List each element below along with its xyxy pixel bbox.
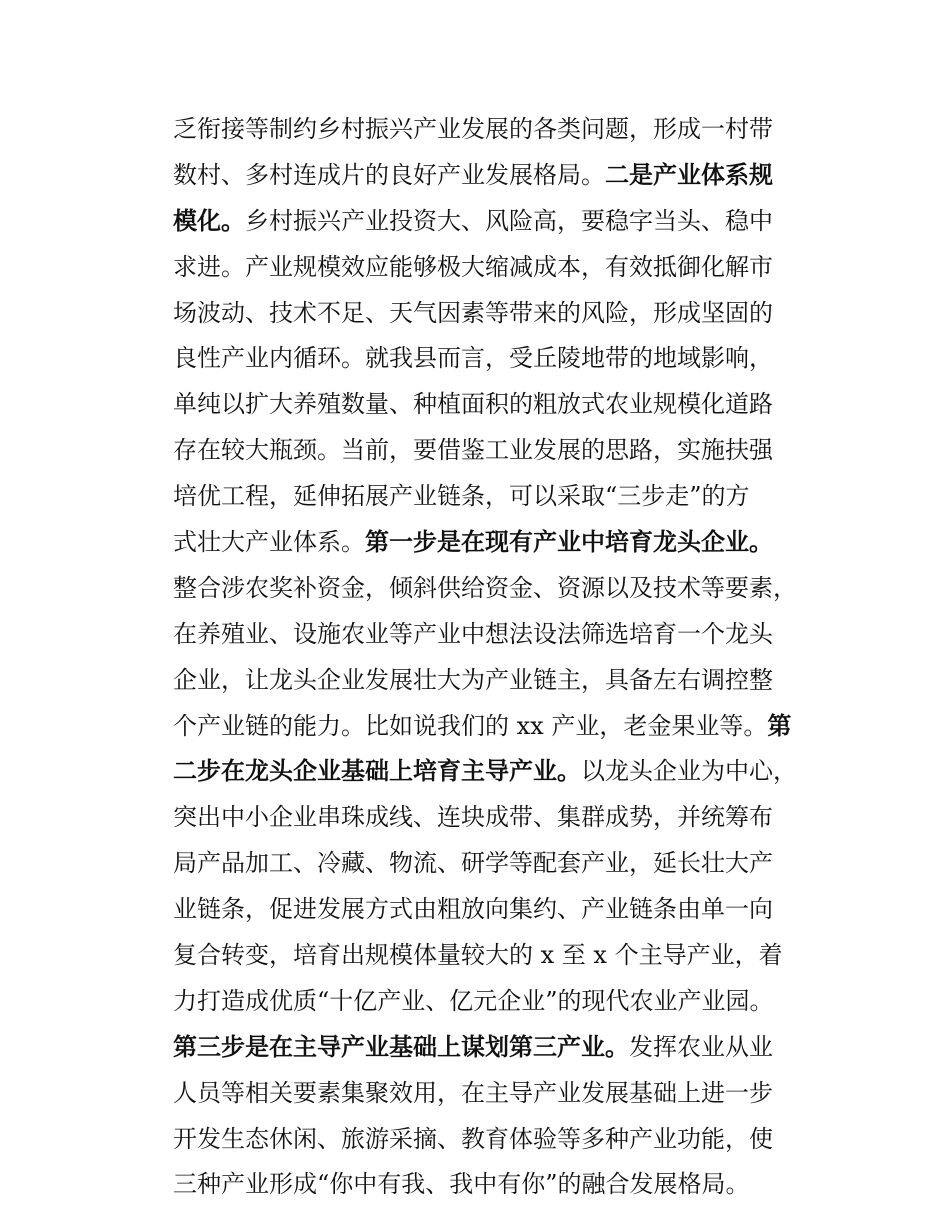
paragraph-text: 局产品加工、冷藏、物流、研学等配套产业，延长壮大产 bbox=[173, 849, 773, 878]
paragraph-text: 乏衔接等制约乡村振兴产业发展的各类问题，形成一村带 bbox=[173, 115, 773, 143]
bold-heading-text: 二步在龙头企业基础上培育主导产业。 bbox=[173, 757, 581, 786]
text-line bbox=[173, 612, 813, 658]
text-line bbox=[173, 1025, 813, 1071]
text-line bbox=[173, 199, 813, 245]
bold-heading-text: 第一步是在现有产业中培育龙头企业。 bbox=[365, 528, 773, 557]
body-text bbox=[173, 107, 813, 1208]
paragraph-text: 数村、多村连成片的良好产业发展格局。 bbox=[173, 160, 605, 189]
text-line bbox=[173, 520, 813, 566]
bold-heading-text: 第三步是在主导产业基础上谋划第三产业。 bbox=[173, 1032, 629, 1061]
paragraph-text: 良性产业内循环。就我县而言，受丘陵地带的地域影响， bbox=[173, 344, 773, 373]
text-line bbox=[173, 795, 813, 841]
paragraph-text: 整合涉农奖补资金，倾斜供给资金、资源以及技术等要素， bbox=[173, 573, 797, 602]
text-line bbox=[173, 704, 813, 750]
text-line bbox=[173, 153, 813, 199]
text-line bbox=[173, 749, 813, 795]
paragraph-text: 开发生态休闲、旅游采摘、教育体验等多种产业功能，使 bbox=[173, 1124, 773, 1153]
paragraph-text: 三种产业形成“你中有我、我中有你”的融合发展格局。 bbox=[173, 1170, 750, 1199]
paragraph-text: 培优工程，延伸拓展产业链条，可以采取“三步走”的方 bbox=[173, 482, 750, 511]
text-line bbox=[173, 428, 813, 474]
paragraph-text: 式壮大产业体系。 bbox=[173, 528, 365, 557]
text-line bbox=[173, 107, 813, 153]
text-line bbox=[173, 887, 813, 933]
text-line bbox=[173, 1071, 813, 1117]
text-line bbox=[173, 933, 813, 979]
bold-heading-text: 模化。 bbox=[173, 206, 245, 235]
paragraph-text: 发挥农业从业 bbox=[629, 1032, 773, 1061]
text-line bbox=[173, 336, 813, 382]
paragraph-text: 力打造成优质“十亿产业、亿元企业”的现代农业产业园。 bbox=[173, 986, 774, 1015]
text-line bbox=[173, 979, 813, 1025]
paragraph-text: 单纯以扩大养殖数量、种植面积的粗放式农业规模化道路 bbox=[173, 390, 773, 419]
bold-heading-text: 第 bbox=[767, 711, 792, 740]
paragraph-text: 个产业链的能力。比如说我们的 xx 产业，老金果业等。 bbox=[173, 711, 768, 740]
paragraph-text: 业链条，促进发展方式由粗放向集约、产业链条由单一向 bbox=[173, 895, 773, 924]
paragraph-text: 场波动、技术不足、天气因素等带来的风险，形成坚固的 bbox=[173, 298, 773, 327]
text-line bbox=[173, 1117, 813, 1163]
paragraph-text: 突出中小企业串珠成线、连块成带、集群成势，并统筹布 bbox=[173, 803, 773, 832]
paragraph-text: 在养殖业、设施农业等产业中想法设法筛选培育一个龙头 bbox=[173, 619, 773, 648]
paragraph-text: 人员等相关要素集聚效用，在主导产业发展基础上进一步 bbox=[173, 1078, 773, 1107]
text-line bbox=[173, 841, 813, 887]
bold-heading-text: 二是产业体系规 bbox=[605, 160, 773, 189]
paragraph-text: 复合转变，培育出规模体量较大的 x 至 x 个主导产业，着 bbox=[173, 941, 783, 970]
text-line bbox=[173, 245, 813, 291]
text-line bbox=[173, 291, 813, 337]
text-line bbox=[173, 658, 813, 704]
paragraph-text: 以龙头企业为中心， bbox=[581, 757, 797, 786]
text-line bbox=[173, 566, 813, 612]
paragraph-text: 企业，让龙头企业发展壮大为产业链主，具备左右调控整 bbox=[173, 665, 773, 694]
text-line bbox=[173, 1162, 813, 1208]
text-line bbox=[173, 382, 813, 428]
paragraph-text: 乡村振兴产业投资大、风险高，要稳字当头、稳中 bbox=[245, 206, 773, 235]
text-line bbox=[173, 474, 813, 520]
paragraph-text: 求进。产业规模效应能够极大缩减成本，有效抵御化解市 bbox=[173, 252, 773, 281]
paragraph-text: 存在较大瓶颈。当前，要借鉴工业发展的思路，实施扶强 bbox=[173, 436, 773, 465]
